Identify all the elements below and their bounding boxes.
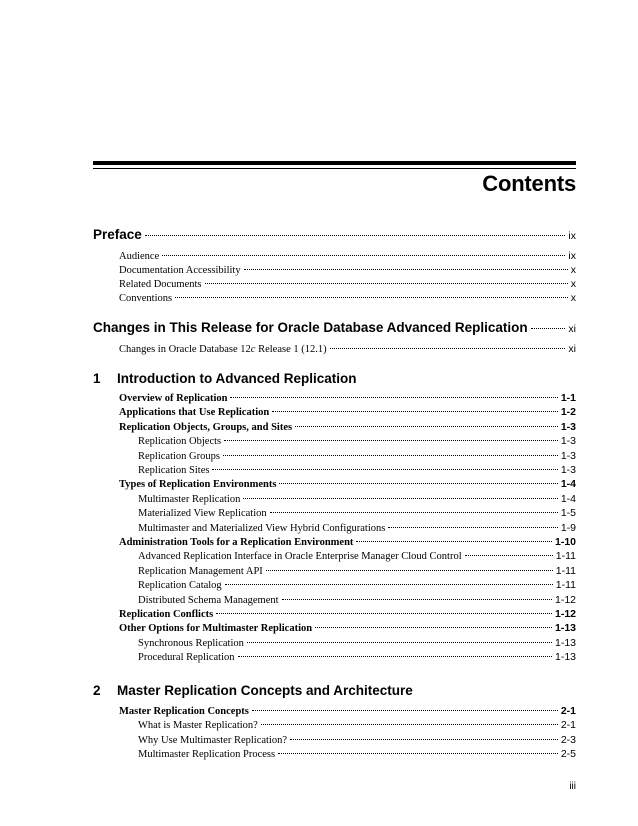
chapter-number: 2 — [93, 683, 101, 698]
toc-title: Synchronous Replication — [138, 637, 244, 649]
toc-heading-preface[interactable] — [93, 227, 576, 242]
toc-page: 1-11 — [555, 564, 576, 577]
toc-page: 1-1 — [560, 392, 576, 404]
toc-title: Distributed Schema Management — [138, 594, 279, 606]
toc-title: Audience — [119, 251, 160, 262]
header-rule-thick — [93, 161, 576, 165]
toc-page: 1-11 — [555, 579, 576, 592]
toc-title: Changes in This Release for Oracle Database Advanced Replication — [93, 320, 528, 335]
toc-entry[interactable] — [119, 250, 576, 262]
chapter-title: Master Replication Concepts and Architecture — [117, 683, 413, 698]
dot-leader — [175, 297, 568, 298]
toc-page: 1-2 — [560, 406, 576, 419]
toc-page: 1-3 — [560, 420, 576, 433]
chapter-number: 1 — [93, 371, 101, 386]
dot-leader — [225, 584, 553, 585]
toc-entry[interactable] — [119, 343, 576, 355]
toc-page: ix — [568, 230, 576, 242]
toc-entry[interactable] — [119, 421, 576, 433]
toc-page: 1-10 — [554, 536, 576, 548]
toc-entry[interactable] — [119, 608, 576, 620]
toc-entry[interactable] — [138, 651, 576, 663]
toc-title: Replication Conflicts — [119, 609, 214, 620]
dot-leader — [230, 397, 557, 398]
toc-page: 2-5 — [560, 748, 576, 761]
toc-entry[interactable] — [138, 435, 576, 447]
toc-page: 1-13 — [554, 622, 576, 635]
toc-entry[interactable] — [138, 522, 576, 534]
toc-entry[interactable] — [119, 536, 576, 548]
dot-leader — [272, 411, 558, 412]
header-rule-thin — [93, 168, 576, 169]
page-number: iii — [569, 781, 576, 792]
toc-page: 1-3 — [560, 464, 576, 476]
dot-leader — [356, 541, 552, 542]
toc-title: Multimaster and Materialized View Hybrid Configurations — [138, 522, 386, 534]
toc-page: xi — [568, 343, 576, 355]
toc-title: Materialized View Replication — [138, 508, 267, 520]
toc-page: x — [570, 264, 576, 276]
dot-leader — [279, 483, 557, 484]
toc-page: 1-11 — [555, 550, 576, 563]
toc-page: 2-3 — [560, 733, 576, 746]
toc-page: 1-5 — [560, 507, 576, 520]
toc-title: Changes in Oracle Database 12c Release 1 (12.1) — [119, 344, 327, 355]
toc-entry[interactable] — [138, 450, 576, 462]
toc-page: 1-13 — [554, 636, 576, 649]
dot-leader — [244, 269, 568, 270]
toc-title: Replication Objects — [138, 436, 222, 448]
dot-leader — [465, 555, 553, 556]
dot-leader — [531, 328, 566, 329]
toc-entry[interactable] — [119, 278, 576, 290]
toc-page: 2-1 — [560, 719, 576, 732]
dot-leader — [145, 235, 566, 236]
dot-leader — [315, 627, 552, 628]
toc-entry[interactable] — [138, 464, 576, 476]
toc-entry[interactable] — [119, 392, 576, 404]
toc-entry[interactable] — [138, 637, 576, 649]
dot-leader — [278, 753, 558, 754]
toc-page: 1-4 — [560, 492, 576, 505]
toc-page: 1-4 — [560, 478, 576, 491]
toc-title: Overview of Replication — [119, 393, 228, 404]
toc-entry[interactable] — [138, 565, 576, 577]
toc-entry[interactable] — [138, 719, 576, 731]
chapter-title: Introduction to Advanced Replication — [117, 371, 357, 386]
toc-title: Types of Replication Environments — [119, 479, 277, 491]
dot-leader — [330, 348, 566, 349]
toc-page: 1-3 — [560, 435, 576, 448]
toc-entry[interactable] — [138, 734, 576, 746]
chapter-1-heading[interactable] — [93, 371, 357, 386]
dot-leader — [290, 739, 558, 740]
dot-leader — [388, 527, 557, 528]
toc-page: x — [570, 278, 576, 290]
toc-entry[interactable] — [119, 705, 576, 717]
dot-leader — [212, 469, 557, 470]
toc-title: Replication Management API — [138, 565, 263, 577]
toc-title: Procedural Replication — [138, 652, 235, 664]
toc-title: Administration Tools for a Replication Environment — [119, 537, 354, 548]
toc-entry[interactable] — [138, 594, 576, 606]
toc-page: 1-3 — [560, 449, 576, 462]
toc-page: xi — [568, 323, 576, 335]
dot-leader — [223, 455, 558, 456]
toc-title: Documentation Accessibility — [119, 265, 241, 276]
toc-entry[interactable] — [138, 507, 576, 519]
dot-leader — [282, 599, 552, 600]
dot-leader — [295, 426, 558, 427]
toc-entry[interactable] — [119, 622, 576, 634]
dot-leader — [238, 656, 552, 657]
toc-page: 1-9 — [560, 521, 576, 534]
toc-entry[interactable] — [119, 406, 576, 418]
toc-title: Other Options for Multimaster Replication — [119, 623, 313, 635]
toc-title: Advanced Replication Interface in Oracle Enterprise Manager Cloud Control — [138, 551, 462, 563]
dot-leader — [224, 440, 558, 441]
page-title: Contents — [482, 171, 576, 196]
toc-title: Multimaster Replication Process — [138, 749, 276, 761]
dot-leader — [252, 710, 558, 711]
toc-title: Replication Groups — [138, 450, 220, 462]
toc-page: 1-12 — [554, 608, 576, 620]
toc-page: 1-13 — [554, 651, 576, 664]
toc-title: Related Documents — [119, 279, 202, 290]
toc-heading-changes[interactable] — [93, 320, 576, 335]
toc-entry[interactable] — [138, 550, 576, 562]
toc-title: Replication Objects, Groups, and Sites — [119, 421, 293, 433]
toc-title: Multimaster Replication — [138, 493, 241, 505]
dot-leader — [205, 283, 568, 284]
toc-entry[interactable] — [119, 264, 576, 276]
toc-title: Master Replication Concepts — [119, 706, 249, 717]
toc-page: 1-12 — [554, 593, 576, 606]
toc-title: Preface — [93, 227, 142, 242]
toc-title: Replication Sites — [138, 465, 210, 476]
toc-title: Conventions — [119, 293, 173, 304]
dot-leader — [261, 724, 558, 725]
toc-entry[interactable] — [138, 579, 576, 591]
toc-entry[interactable] — [119, 478, 576, 490]
dot-leader — [216, 613, 552, 614]
toc-title: What is Master Replication? — [138, 720, 258, 732]
chapter-2-heading[interactable] — [93, 683, 413, 698]
toc-title: Replication Catalog — [138, 580, 222, 592]
dot-leader — [247, 642, 552, 643]
dot-leader — [266, 570, 553, 571]
toc-page: 2-1 — [560, 705, 576, 717]
dot-leader — [270, 512, 558, 513]
dot-leader — [162, 255, 565, 256]
toc-page: x — [570, 292, 576, 304]
toc-title: Why Use Multimaster Replication? — [138, 734, 288, 746]
toc-title: Applications that Use Replication — [119, 407, 270, 419]
toc-entry[interactable] — [138, 493, 576, 505]
toc-page: ix — [568, 250, 576, 262]
toc-entry[interactable] — [119, 292, 576, 304]
dot-leader — [243, 498, 557, 499]
toc-entry[interactable] — [138, 748, 576, 760]
